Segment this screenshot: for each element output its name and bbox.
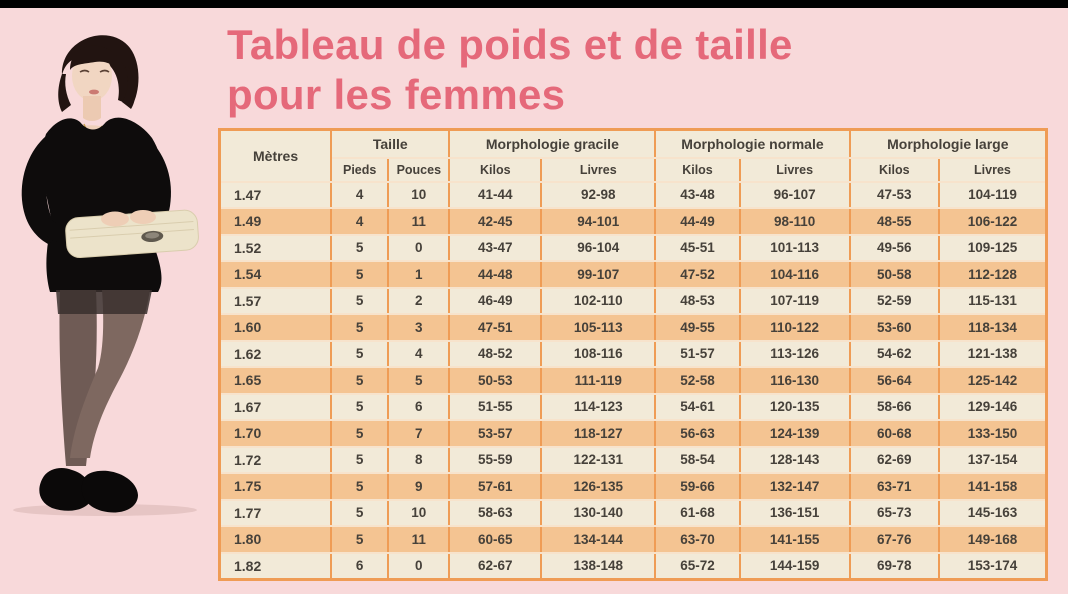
table-cell: 138-148: [541, 553, 655, 580]
table-cell: 114-123: [541, 394, 655, 421]
column-sub-header: Pieds: [331, 158, 388, 182]
table-cell: 63-71: [850, 473, 939, 500]
table-row: [220, 367, 1047, 394]
table-cell: 98-110: [740, 208, 850, 235]
table-cell: 94-101: [541, 208, 655, 235]
table-cell: 113-126: [740, 341, 850, 368]
table-cell: 0: [388, 553, 449, 580]
table-cell: 110-122: [740, 314, 850, 341]
table-cell: 128-143: [740, 447, 850, 474]
table-cell: 47-52: [655, 261, 739, 288]
table-cell: 118-127: [541, 420, 655, 447]
table-row: [220, 235, 1047, 262]
table-cell: 5: [331, 394, 388, 421]
header-sub-row: [220, 158, 1047, 182]
table-cell: 1.77: [220, 500, 332, 527]
table-cell: 5: [331, 447, 388, 474]
table-cell: 67-76: [850, 526, 939, 553]
column-sub-header: Kilos: [850, 158, 939, 182]
table-cell: 54-61: [655, 394, 739, 421]
table-cell: 65-73: [850, 500, 939, 527]
table-cell: 145-163: [939, 500, 1047, 527]
table-cell: 5: [331, 341, 388, 368]
table-cell: 4: [331, 182, 388, 209]
table-cell: 1.49: [220, 208, 332, 235]
table-cell: 99-107: [541, 261, 655, 288]
table-row: [220, 314, 1047, 341]
table-cell: 121-138: [939, 341, 1047, 368]
table-cell: 51-57: [655, 341, 739, 368]
table-cell: 5: [331, 235, 388, 262]
table-cell: 61-68: [655, 500, 739, 527]
table-cell: 50-53: [449, 367, 541, 394]
table-row: [220, 288, 1047, 315]
table-cell: 1.82: [220, 553, 332, 580]
table-cell: 96-104: [541, 235, 655, 262]
table-cell: 43-48: [655, 182, 739, 209]
dress: [42, 118, 163, 292]
table-cell: 48-52: [449, 341, 541, 368]
table-cell: 5: [331, 473, 388, 500]
table-cell: 1.75: [220, 473, 332, 500]
table-cell: 42-45: [449, 208, 541, 235]
title-line1: Tableau de poids et de taille: [227, 21, 793, 68]
table-cell: 10: [388, 182, 449, 209]
table-cell: 55-59: [449, 447, 541, 474]
table-cell: 132-147: [740, 473, 850, 500]
title-line2: pour les femmes: [227, 70, 566, 118]
table-cell: 124-139: [740, 420, 850, 447]
table-cell: 65-72: [655, 553, 739, 580]
table-cell: 116-130: [740, 367, 850, 394]
table-cell: 141-158: [939, 473, 1047, 500]
column-group-header: Taille: [331, 130, 449, 158]
woman-figure: [22, 35, 200, 512]
table-cell: 11: [388, 208, 449, 235]
table-cell: 62-67: [449, 553, 541, 580]
table-cell: 115-131: [939, 288, 1047, 315]
table-row: [220, 261, 1047, 288]
table-cell: 102-110: [541, 288, 655, 315]
table-cell: 3: [388, 314, 449, 341]
table-cell: 6: [388, 394, 449, 421]
top-border-bar: [0, 0, 1068, 8]
table-cell: 58-66: [850, 394, 939, 421]
table-cell: 126-135: [541, 473, 655, 500]
table-cell: 153-174: [939, 553, 1047, 580]
table-cell: 49-56: [850, 235, 939, 262]
neck: [83, 96, 101, 121]
column-group-header: Morphologie normale: [655, 130, 849, 158]
table-cell: 46-49: [449, 288, 541, 315]
table-cell: 5: [331, 500, 388, 527]
table-cell: 11: [388, 526, 449, 553]
table-cell: 130-140: [541, 500, 655, 527]
table-cell: 50-58: [850, 261, 939, 288]
table-cell: 62-69: [850, 447, 939, 474]
table-cell: 53-57: [449, 420, 541, 447]
table-cell: 1.80: [220, 526, 332, 553]
table-row: [220, 208, 1047, 235]
table-cell: 8: [388, 447, 449, 474]
table-cell: 1.67: [220, 394, 332, 421]
table-cell: 104-119: [939, 182, 1047, 209]
table-cell: 5: [331, 314, 388, 341]
table-cell: 58-63: [449, 500, 541, 527]
table-cell: 1.62: [220, 341, 332, 368]
header-group-row: [220, 130, 1047, 158]
table-cell: 7: [388, 420, 449, 447]
table-cell: 53-60: [850, 314, 939, 341]
table-row: [220, 341, 1047, 368]
table-cell: 57-61: [449, 473, 541, 500]
table-cell: 54-62: [850, 341, 939, 368]
table-cell: 1.72: [220, 447, 332, 474]
table-cell: 141-155: [740, 526, 850, 553]
table-cell: 10: [388, 500, 449, 527]
table-cell: 1.65: [220, 367, 332, 394]
table-cell: 9: [388, 473, 449, 500]
table-cell: 5: [331, 420, 388, 447]
table-cell: 108-116: [541, 341, 655, 368]
table-cell: 125-142: [939, 367, 1047, 394]
table-cell: 111-119: [541, 367, 655, 394]
table-cell: 0: [388, 235, 449, 262]
table-cell: 1.60: [220, 314, 332, 341]
table-cell: 56-63: [655, 420, 739, 447]
table-row: [220, 526, 1047, 553]
table-cell: 137-154: [939, 447, 1047, 474]
column-sub-header: Kilos: [655, 158, 739, 182]
table-cell: 109-125: [939, 235, 1047, 262]
table-cell: 60-65: [449, 526, 541, 553]
table-cell: 43-47: [449, 235, 541, 262]
table-cell: 45-51: [655, 235, 739, 262]
weight-height-table: [218, 128, 1048, 581]
table-cell: 48-55: [850, 208, 939, 235]
table-cell: 1.57: [220, 288, 332, 315]
table-cell: 1: [388, 261, 449, 288]
table-cell: 52-58: [655, 367, 739, 394]
table-cell: 92-98: [541, 182, 655, 209]
column-sub-header: Kilos: [449, 158, 541, 182]
table-cell: 107-119: [740, 288, 850, 315]
table-cell: 56-64: [850, 367, 939, 394]
table-cell: 101-113: [740, 235, 850, 262]
table-cell: 144-159: [740, 553, 850, 580]
woman-photo-illustration: [0, 8, 216, 520]
table-cell: 96-107: [740, 182, 850, 209]
table-cell: 5: [331, 367, 388, 394]
table-cell: 63-70: [655, 526, 739, 553]
table-row: [220, 447, 1047, 474]
table-cell: 112-128: [939, 261, 1047, 288]
table-row: [220, 394, 1047, 421]
table-cell: 4: [331, 208, 388, 235]
table-cell: 122-131: [541, 447, 655, 474]
table-cell: 1.54: [220, 261, 332, 288]
table-cell: 4: [388, 341, 449, 368]
table-cell: 136-151: [740, 500, 850, 527]
table-cell: 134-144: [541, 526, 655, 553]
table-cell: 105-113: [541, 314, 655, 341]
table-row: [220, 420, 1047, 447]
table-cell: 41-44: [449, 182, 541, 209]
column-group-header: Mètres: [220, 130, 332, 182]
table-cell: 44-49: [655, 208, 739, 235]
table-cell: 120-135: [740, 394, 850, 421]
table-cell: 2: [388, 288, 449, 315]
table-cell: 5: [331, 288, 388, 315]
table-cell: 5: [388, 367, 449, 394]
table-cell: 59-66: [655, 473, 739, 500]
table-cell: 58-54: [655, 447, 739, 474]
table-cell: 6: [331, 553, 388, 580]
legs: [56, 290, 152, 466]
table-cell: 106-122: [939, 208, 1047, 235]
table-cell: 1.52: [220, 235, 332, 262]
table-cell: 118-134: [939, 314, 1047, 341]
table-cell: 1.47: [220, 182, 332, 209]
table-row: [220, 553, 1047, 580]
table-cell: 48-53: [655, 288, 739, 315]
table-cell: 49-55: [655, 314, 739, 341]
table-row: [220, 500, 1047, 527]
page-title: [227, 20, 793, 119]
column-sub-header: Livres: [740, 158, 850, 182]
column-sub-header: Livres: [939, 158, 1047, 182]
table-cell: 52-59: [850, 288, 939, 315]
woman-photo: [0, 8, 216, 520]
table-cell: 104-116: [740, 261, 850, 288]
table-cell: 129-146: [939, 394, 1047, 421]
table-cell: 47-53: [850, 182, 939, 209]
table-cell: 133-150: [939, 420, 1047, 447]
table-cell: 51-55: [449, 394, 541, 421]
table-row: [220, 473, 1047, 500]
table-cell: 69-78: [850, 553, 939, 580]
table-cell: 44-48: [449, 261, 541, 288]
table-cell: 60-68: [850, 420, 939, 447]
column-sub-header: Pouces: [388, 158, 449, 182]
table-cell: 47-51: [449, 314, 541, 341]
table-cell: 149-168: [939, 526, 1047, 553]
table-row: [220, 182, 1047, 209]
column-sub-header: Livres: [541, 158, 655, 182]
table-cell: 5: [331, 261, 388, 288]
table-cell: 5: [331, 526, 388, 553]
table-cell: 1.70: [220, 420, 332, 447]
column-group-header: Morphologie large: [850, 130, 1047, 158]
column-group-header: Morphologie gracile: [449, 130, 655, 158]
